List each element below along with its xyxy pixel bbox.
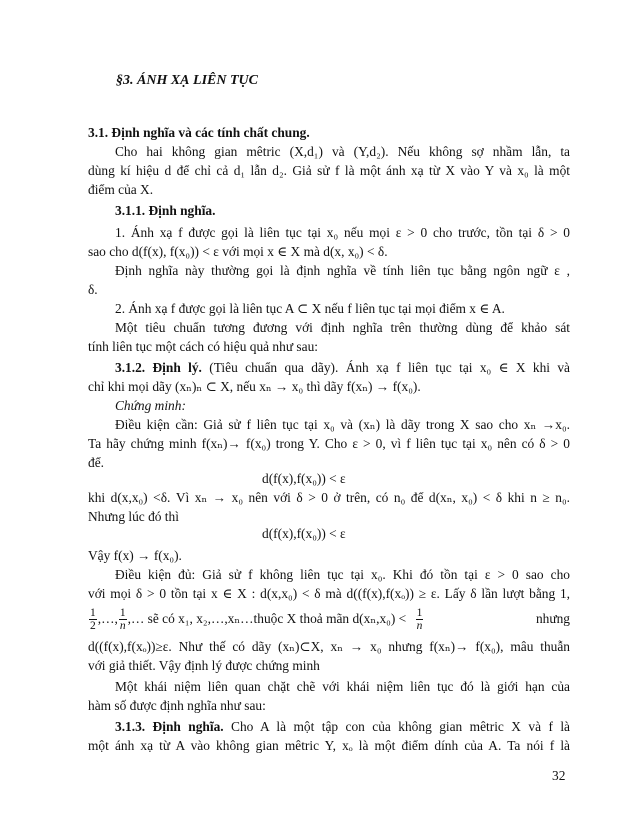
paragraph-line: Một tiêu chuẩn tương đương với định nghĩa trên thường dùng để khảo sát	[115, 320, 570, 335]
paragraph-line: chỉ khi mọi dãy (xₙ)ₙ ⊂ X, nếu xₙ → x₀ thì dãy f(xₙ) → f(x₀).	[88, 379, 421, 394]
paragraph-line: Ta hãy chứng minh f(xₙ)→ f(x₀) trong Y. Cho ε > 0, vì f liên tục tại x₀ nên có δ > 0	[88, 436, 570, 451]
paragraph-line: Nhưng lúc đó thì	[88, 509, 179, 524]
heading-3-1-1: 3.1.1. Định nghĩa.	[115, 203, 216, 218]
paragraph-line: tính liên tục một cách có hiệu quả như sau:	[88, 339, 319, 354]
paragraph-line: một ánh xạ từ A vào không gian mêtric Y, xₒ là một điểm dính của A. Ta nói f là	[88, 738, 570, 753]
theorem-line	[115, 359, 570, 377]
section-title: §3. ÁNH XẠ LIÊN TỤC	[116, 73, 258, 88]
page-number: 32	[552, 768, 566, 783]
paragraph-line: 1. Ánh xạ f được gọi là liên tục tại x₀ nếu mọi ε > 0 cho trước, tồn tại δ > 0	[115, 225, 570, 240]
fraction-line: $\frac{1}{2}$ ,…, $\frac{1}{n}$ ,… sẽ có x₁, x₂,…,xₙ…thuộc X thoả mãn d(xₙ,x₀) < $\frac{1}{n}$ nhưng	[90, 607, 570, 633]
definition-line	[115, 718, 570, 736]
proof-label: Chứng minh:	[115, 398, 186, 413]
paragraph-line: Định nghĩa này thường gọi là định nghĩa về tính liên tục bằng ngôn ngữ ε ,	[115, 263, 570, 278]
heading-3-1-2: 3.1.2. Định lý.	[115, 360, 202, 375]
paragraph-line: sao cho d(f(x), f(x₀)) < ε với mọi x ∈ X mà d(x, x₀) < δ.	[88, 244, 388, 259]
fraction-one-over-n: $\frac{1}{n}$	[119, 607, 126, 633]
fraction-one-over-n: $\frac{1}{n}$	[416, 607, 423, 633]
fraction-one-half: $\frac{1}{2}$	[90, 607, 96, 633]
paragraph-line: với giả thiết. Vậy định lý được chứng minh	[88, 658, 320, 673]
paragraph-line: Điều kiện cần: Giả sử f liên tục tại x₀ và (xₙ) là dãy trong X sao cho xₙ →x₀.	[115, 417, 570, 432]
heading-3-1-3: 3.1.3. Định nghĩa.	[115, 719, 224, 734]
paragraph-line: để.	[88, 455, 104, 470]
paragraph-line: với mọi δ > 0 tồn tại x ∈ X : d(x,x₀) < δ mà d((f(x),f(xₒ)) ≥ ε. Lấy δ lần lượt bằng 1,	[88, 586, 570, 601]
theorem-text: (Tiêu chuẩn qua dãy). Ánh xạ f liên tục tại x₀ ∈ X khi và	[201, 360, 570, 375]
paragraph-line: δ.	[88, 282, 98, 297]
paragraph-line: Vậy f(x) → f(x₀).	[88, 548, 182, 563]
equation: d(f(x),f(x₀)) < ε	[262, 471, 346, 486]
paragraph-line: điểm của X.	[88, 182, 154, 197]
paragraph-line: Một khái niệm liên quan chặt chẽ với khái niệm liên tục đó là giới hạn của	[115, 679, 570, 694]
paragraph-line: 2. Ánh xạ f được gọi là liên tục A ⊂ X nếu f liên tục tại mọi điểm x ∈ A.	[115, 301, 505, 316]
equation: d(f(x),f(x₀)) < ε	[262, 526, 346, 541]
definition-text: Cho A là một tập con của không gian mêtric X và f là	[223, 719, 570, 734]
paragraph-line: Điều kiện đủ: Giả sử f không liên tục tại x₀. Khi đó tồn tại ε > 0 sao cho	[115, 567, 570, 582]
paragraph-line: hàm số được định nghĩa như sau:	[88, 698, 266, 713]
paragraph-line: Cho hai không gian mêtric (X,d₁) và (Y,d₂). Nếu không sợ nhầm lẫn, ta	[115, 144, 570, 159]
paragraph-line: khi d(x,x₀) <δ. Vì xₙ → x₀ nên với δ > 0 ở trên, có n₀ để d(xₙ, x₀) < δ khi n ≥ n₀.	[88, 490, 570, 505]
paragraph-line: d((f(x),f(xₒ))≥ε. Như thế có dãy (xₙ)⊂X, xₙ → x₀ nhưng f(xₙ)→ f(x₀), mâu thuẫn	[88, 639, 570, 654]
heading-3-1: 3.1. Định nghĩa và các tính chất chung.	[88, 125, 310, 140]
paragraph-line: dùng kí hiệu d để chỉ cả d₁ lẫn d₂. Giả sử f là một ánh xạ từ X vào Y và x₀ là một	[88, 163, 570, 178]
